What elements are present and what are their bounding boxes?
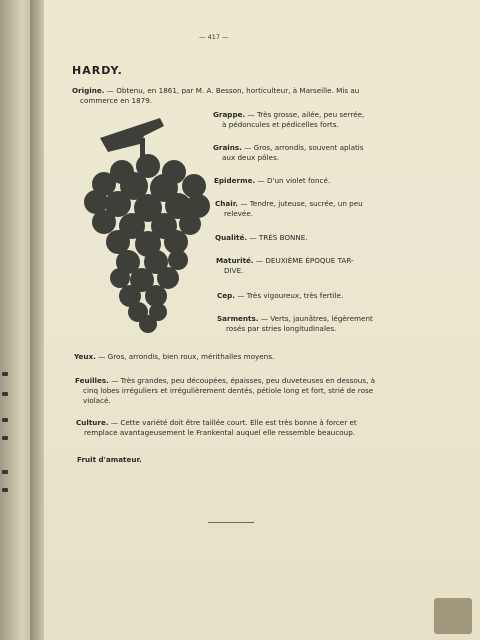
fruit-amateur: Fruit d'amateur. bbox=[77, 455, 142, 464]
page-title: HARDY. bbox=[72, 64, 123, 77]
yeux-text: — Gros, arrondis, bien roux, mérithalles moyens. bbox=[98, 352, 275, 361]
sarments-line-2: rosés par stries longitudinales. bbox=[226, 324, 337, 333]
chair-text: — Tendre, juteuse, sucrée, un peu bbox=[240, 199, 363, 208]
page-number: — 417 — bbox=[199, 33, 229, 41]
maturite-text: — DEUXIÈME ÉPOQUE TAR- bbox=[255, 256, 354, 265]
yeux-label: Yeux. bbox=[74, 352, 96, 361]
corner-watermark-thumbnail bbox=[434, 598, 472, 634]
grappe-line-2: à pédoncules et pédicelles forts. bbox=[222, 120, 339, 129]
grappe-line-1 bbox=[213, 110, 364, 120]
end-rule bbox=[208, 522, 254, 523]
sarments-text: — Verts, jaunâtres, légèrement bbox=[260, 314, 373, 323]
left-page-text-fragment bbox=[2, 470, 8, 474]
qualite-text: — TRÈS BONNE. bbox=[249, 233, 308, 242]
culture-label: Culture. bbox=[76, 418, 109, 427]
left-page-text-fragment bbox=[2, 436, 8, 440]
sarments-line-1 bbox=[217, 314, 373, 324]
feuilles-text: — Très grandes, peu découpées, épaisses, peu duveteuses en dessous, à bbox=[111, 376, 376, 385]
origin-line-1 bbox=[72, 86, 359, 96]
feuilles-line-2: cinq lobes irréguliers et irrégulièrement dentés, pétiole long et fort, strié de rose bbox=[83, 386, 374, 395]
left-page-text-fragment bbox=[2, 372, 8, 376]
qualite-line-1 bbox=[215, 233, 308, 243]
left-page-text-fragment bbox=[2, 418, 8, 422]
origin-label: Origine. bbox=[72, 86, 105, 95]
grape-bunch-illustration bbox=[78, 114, 218, 336]
chair-line-1 bbox=[215, 199, 363, 209]
yeux-line-1 bbox=[74, 352, 274, 362]
sarments-label: Sarments. bbox=[217, 314, 259, 323]
origin-text: — Obtenu, en 1861, par M. A. Besson, horticulteur, à Marseille. Mis au bbox=[106, 86, 360, 95]
culture-line-1 bbox=[76, 418, 357, 428]
cep-line-1 bbox=[217, 291, 343, 301]
chair-line-2: relevée. bbox=[224, 209, 254, 218]
feuilles-line-3: violacé. bbox=[83, 396, 111, 405]
epiderme-line-1 bbox=[214, 176, 330, 186]
culture-line-2: remplace avantageusement le Frankental auquel elle ressemble beaucoup. bbox=[84, 428, 356, 437]
maturite-line-1 bbox=[216, 256, 354, 266]
grappe-text: — Très grosse, ailée, peu serrée, bbox=[247, 110, 365, 119]
qualite-label: Qualité. bbox=[215, 233, 248, 242]
culture-text: — Cette variété doit être taillée court. Elle est très bonne à forcer et bbox=[110, 418, 357, 427]
chair-label: Chair. bbox=[215, 199, 238, 208]
maturite-line-2: DIVE. bbox=[224, 266, 244, 275]
feuilles-label: Feuilles. bbox=[75, 376, 109, 385]
epiderme-text: — D'un violet foncé. bbox=[257, 176, 331, 185]
cep-text: — Très vigoureux, très fertile. bbox=[237, 291, 344, 300]
grappe-label: Grappe. bbox=[213, 110, 246, 119]
left-page-text-fragment bbox=[2, 488, 8, 492]
origin-line-2: commerce en 1879. bbox=[80, 96, 153, 105]
grains-line-1 bbox=[213, 143, 364, 153]
epiderme-label: Epiderme. bbox=[214, 176, 256, 185]
grains-text: — Gros, arrondis, souvent aplatis bbox=[244, 143, 364, 152]
cep-label: Cep. bbox=[217, 291, 236, 300]
grains-label: Grains. bbox=[213, 143, 242, 152]
maturite-label: Maturité. bbox=[216, 256, 254, 265]
feuilles-line-1 bbox=[75, 376, 375, 386]
left-page-text-fragment bbox=[2, 392, 8, 396]
grains-line-2: aux deux pôles. bbox=[222, 153, 279, 162]
